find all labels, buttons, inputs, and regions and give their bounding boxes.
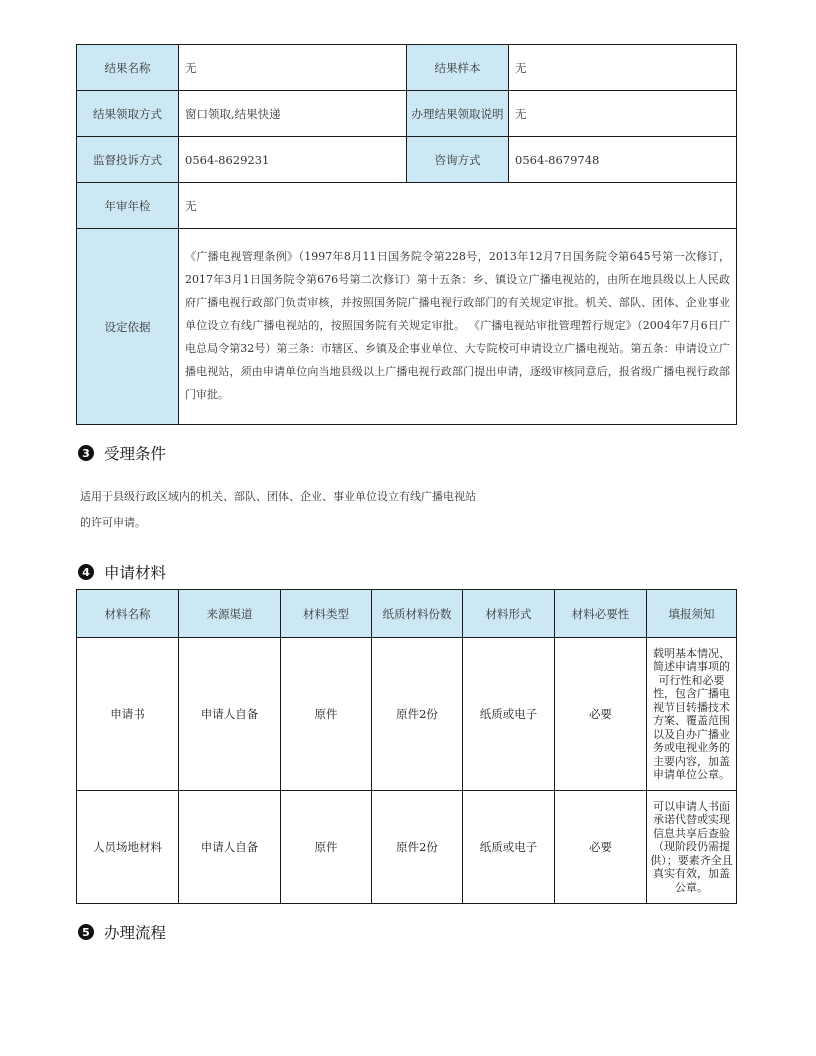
section-number-badge: 4 xyxy=(78,564,94,580)
section-title: 办理流程 xyxy=(104,924,167,942)
consult-label: 咨询方式 xyxy=(407,137,509,183)
table-row xyxy=(77,91,737,137)
table-row xyxy=(77,45,737,91)
pickup-note-value: 无 xyxy=(509,91,737,137)
result-sample-label: 结果样本 xyxy=(407,45,509,91)
section-acceptance-conditions xyxy=(78,442,166,464)
pickup-method-value: 窗口领取,结果快递 xyxy=(179,91,407,137)
table-row xyxy=(77,791,737,904)
column-header: 材料类型 xyxy=(281,590,372,638)
pickup-note-label: 办理结果领取说明 xyxy=(407,91,509,137)
section-title: 申请材料 xyxy=(104,564,167,582)
complaint-phone: 0564-8629231 xyxy=(179,137,407,183)
material-form: 纸质或电子 xyxy=(463,791,555,904)
pickup-method-label: 结果领取方式 xyxy=(77,91,179,137)
material-note: 载明基本情况、简述申请事项的可行性和必要性，包含广播电视节目转播技术方案、覆盖范围以及自办广播业务或电视业务的主要内容，加盖申请单位公章。 xyxy=(647,638,737,791)
section-number-badge: 3 xyxy=(78,445,94,461)
material-necessity: 必要 xyxy=(555,791,647,904)
material-source: 申请人自备 xyxy=(179,791,281,904)
section-application-materials xyxy=(78,561,166,583)
material-necessity: 必要 xyxy=(555,638,647,791)
table-row xyxy=(77,183,737,229)
table-row xyxy=(77,137,737,183)
column-header: 来源渠道 xyxy=(179,590,281,638)
table-row xyxy=(77,229,737,425)
material-name: 申请书 xyxy=(77,638,179,791)
column-header: 材料形式 xyxy=(463,590,555,638)
materials-table xyxy=(76,589,737,904)
legal-basis-text: 《广播电视管理条例》（1997年8月11日国务院令第228号，2013年12月7日国务院令第645号第一次修订，2017年3月1日国务院令第676号第二次修订）第十五条：乡、镇设立广播电视站的，由所在地县级以上人民政府广播电视行政部门负责审核，并按照国务院广播电视行政部门的有关规定审批。机关、部队、团体、企业事业单位设立有线广播电视站的，按照国务院有关规定审批。 《广播电视站审批管理暂行规定》（2004年7月6日广电总局令第32号）第三条：市辖区、乡镇及企事业单位、大专院校可申请设立广播电视站。第五条：申请设立广播电视站，须由申请单位向当地县级以上广播电视行政部门提出申请，逐级审核同意后，报省级广播电视行政部门审批。 xyxy=(179,229,737,425)
section-process xyxy=(78,921,166,943)
legal-basis-label: 设定依据 xyxy=(77,229,179,425)
material-source: 申请人自备 xyxy=(179,638,281,791)
table-header-row xyxy=(77,590,737,638)
result-name-value: 无 xyxy=(179,45,407,91)
annual-check-value: 无 xyxy=(179,183,737,229)
column-header: 材料名称 xyxy=(77,590,179,638)
material-copies: 原件2份 xyxy=(372,791,463,904)
acceptance-conditions-text: 适用于县级行政区域内的机关、部队、团体、企业、事业单位设立有线广播电视站的许可申请。 xyxy=(80,490,476,529)
column-header: 纸质材料份数 xyxy=(372,590,463,638)
material-note: 可以申请人书面承诺代替或实现信息共享后查验（现阶段仍需提供）；要素齐全且真实有效，加盖公章。 xyxy=(647,791,737,904)
result-name-label: 结果名称 xyxy=(77,45,179,91)
material-name: 人员场地材料 xyxy=(77,791,179,904)
consult-phone: 0564-8679748 xyxy=(509,137,737,183)
material-type: 原件 xyxy=(281,791,372,904)
complaint-label: 监督投诉方式 xyxy=(77,137,179,183)
section-number-badge: 5 xyxy=(78,924,94,940)
material-copies: 原件2份 xyxy=(372,638,463,791)
material-type: 原件 xyxy=(281,638,372,791)
result-sample-value: 无 xyxy=(509,45,737,91)
material-form: 纸质或电子 xyxy=(463,638,555,791)
annual-check-label: 年审年检 xyxy=(77,183,179,229)
column-header: 材料必要性 xyxy=(555,590,647,638)
section-title: 受理条件 xyxy=(104,445,167,463)
table-row xyxy=(77,638,737,791)
result-info-table xyxy=(76,44,737,425)
column-header: 填报须知 xyxy=(647,590,737,638)
